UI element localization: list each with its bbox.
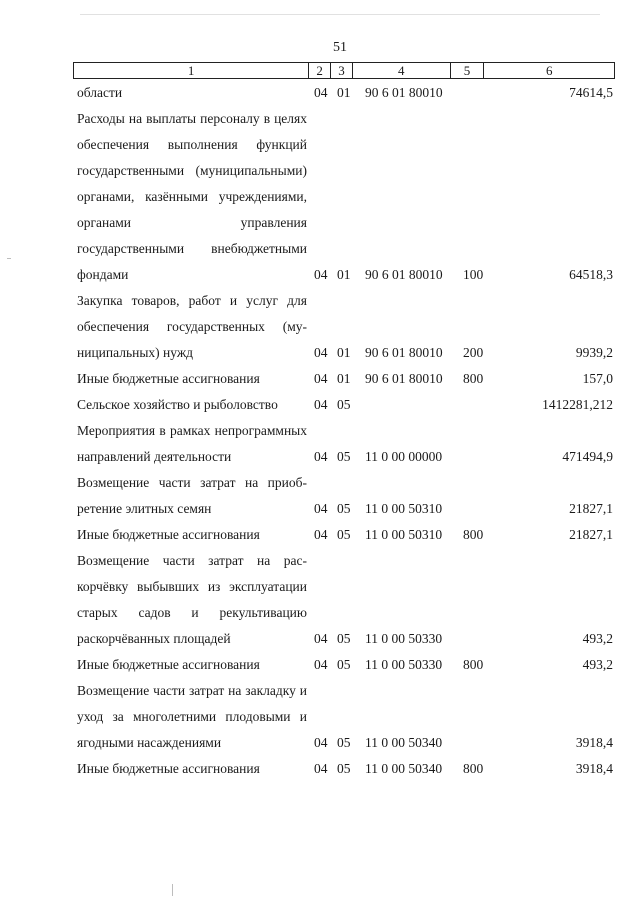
- row-sum: 21827,1: [569, 501, 613, 516]
- table-row: [0, 80, 640, 106]
- row-sum: 3918,4: [575, 761, 613, 776]
- row-name: Иные бюджетные ассигнования: [77, 761, 260, 776]
- row-sum: 64518,3: [569, 267, 613, 282]
- column-header-razdel: 2: [309, 63, 331, 78]
- scan-artifact-bottom: [172, 884, 173, 896]
- table-row: [0, 522, 640, 548]
- row-expense-type: 200: [463, 345, 484, 360]
- row-razdel: 04: [314, 735, 328, 750]
- table-row: [0, 548, 640, 652]
- row-razdel: 04: [314, 267, 328, 282]
- row-target-article: 90 6 01 80010: [365, 371, 443, 386]
- scan-artifact-top: [80, 14, 600, 15]
- row-razdel: 04: [314, 761, 328, 776]
- row-sum: 1412281,212: [542, 397, 613, 412]
- column-header-sum: 6: [545, 63, 553, 78]
- row-expense-type: 800: [463, 371, 484, 386]
- row-sum: 9939,2: [575, 345, 613, 360]
- row-razdel: 04: [314, 345, 328, 360]
- row-target-article: 11 0 00 50340: [365, 761, 443, 776]
- row-sum: 493,2: [582, 631, 613, 646]
- row-razdel: 04: [314, 527, 328, 542]
- row-sum: 493,2: [582, 657, 613, 672]
- table-header-row: [73, 62, 615, 79]
- row-name: Иные бюджетные ассигнования: [77, 371, 260, 386]
- row-razdel: 04: [314, 501, 328, 516]
- row-name: Закупка товаров, работ и услуг для обеспечения государственных (муниципальных) нужд: [77, 293, 307, 360]
- table-row: [0, 678, 640, 756]
- table-row: [0, 418, 640, 470]
- row-expense-type: 800: [463, 527, 484, 542]
- table-row: [0, 288, 640, 366]
- row-name: Иные бюджетные ассигнования: [77, 657, 260, 672]
- row-name: Возмещение части затрат на раскорчёвку выбывших из эксплуатации старых садов и рекультивацию раскорчёванных площадей: [77, 553, 307, 646]
- table-row: [0, 470, 640, 522]
- row-razdel: 04: [314, 397, 328, 412]
- row-sum: 74614,5: [569, 85, 613, 100]
- row-target-article: 11 0 00 50330: [365, 657, 443, 672]
- row-podrazdel: 05: [337, 735, 351, 750]
- row-podrazdel: 01: [337, 345, 351, 360]
- row-podrazdel: 01: [337, 371, 351, 386]
- row-expense-type: 800: [463, 657, 484, 672]
- row-podrazdel: 05: [337, 631, 351, 646]
- row-razdel: 04: [314, 657, 328, 672]
- table-row: [0, 106, 640, 288]
- table-row: [0, 756, 640, 782]
- row-target-article: 11 0 00 50330: [365, 631, 443, 646]
- row-podrazdel: 05: [337, 657, 351, 672]
- row-razdel: 04: [314, 449, 328, 464]
- row-podrazdel: 05: [337, 397, 351, 412]
- column-header-name: 1: [74, 63, 309, 78]
- row-podrazdel: 01: [337, 267, 351, 282]
- table-row: [0, 366, 640, 392]
- table-row: [0, 652, 640, 678]
- table-row: [0, 392, 640, 418]
- row-name: Мероприятия в рамках непрограммных направлений деятельности: [77, 423, 307, 464]
- row-podrazdel: 05: [337, 761, 351, 776]
- row-target-article: 11 0 00 50310: [365, 527, 443, 542]
- row-target-article: 90 6 01 80010: [365, 85, 443, 100]
- row-name: Расходы на выплаты персоналу в целях обеспечения выполнения функций государственными (муниципальными) органами, казёнными учреждениями, органами управления государственными внебюджетными фондами: [77, 111, 307, 282]
- column-header-target-article: 4: [353, 63, 451, 78]
- row-target-article: 90 6 01 80010: [365, 345, 443, 360]
- column-header-podrazdel: 3: [331, 63, 353, 78]
- column-header-expense-type: 5: [451, 63, 485, 78]
- row-podrazdel: 01: [337, 85, 351, 100]
- row-name: Сельское хозяйство и рыболовство: [77, 397, 278, 412]
- table-body: [0, 80, 640, 782]
- row-sum: 3918,4: [575, 735, 613, 750]
- row-podrazdel: 05: [337, 449, 351, 464]
- row-name: Возмещение части затрат на приобретение элитных семян: [77, 475, 307, 516]
- row-podrazdel: 05: [337, 501, 351, 516]
- row-sum: 21827,1: [569, 527, 613, 542]
- row-razdel: 04: [314, 631, 328, 646]
- row-razdel: 04: [314, 371, 328, 386]
- row-expense-type: 800: [463, 761, 484, 776]
- row-target-article: 11 0 00 00000: [365, 449, 443, 464]
- row-sum: 471494,9: [562, 449, 613, 464]
- row-name: Иные бюджетные ассигнования: [77, 527, 260, 542]
- row-expense-type: 100: [463, 267, 484, 282]
- row-sum: 157,0: [582, 371, 613, 386]
- row-podrazdel: 05: [337, 527, 351, 542]
- row-name: области: [77, 85, 123, 100]
- row-razdel: 04: [314, 85, 328, 100]
- row-target-article: 11 0 00 50340: [365, 735, 443, 750]
- row-name: Возмещение части затрат на закладку и уход за многолетними плодовыми и ягодными насаждениями: [77, 683, 307, 750]
- row-target-article: 90 6 01 80010: [365, 267, 443, 282]
- page-number: 51: [333, 40, 347, 55]
- row-target-article: 11 0 00 50310: [365, 501, 443, 516]
